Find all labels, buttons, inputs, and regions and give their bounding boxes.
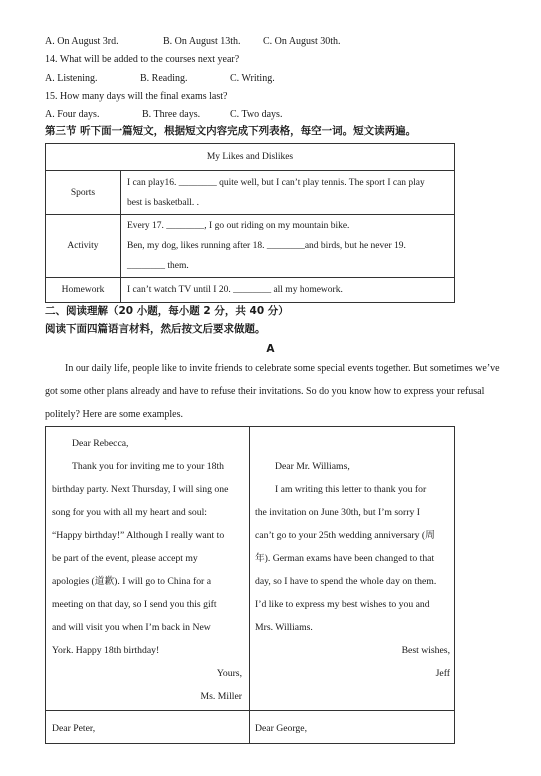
passage-label: A bbox=[266, 343, 275, 355]
letter-line: can’t go to your 25th wedding anniversary (周 bbox=[255, 530, 435, 541]
letter-line: birthday party. Next Thursday, I will sing one bbox=[52, 484, 229, 495]
q14-option-b: B. Reading. bbox=[140, 73, 188, 84]
intro-paragraph bbox=[45, 357, 505, 426]
letter-signature: Jeff bbox=[435, 668, 450, 679]
letter-greeting: Dear Mr. Williams, bbox=[275, 461, 350, 472]
letter-line: the invitation on June 30th, but I’m sorry I bbox=[255, 507, 420, 518]
letter-right bbox=[255, 455, 450, 685]
text-line: Every 17. ________, I go out riding on my mountain bike. bbox=[127, 221, 350, 231]
text-line: I can play16. ________ quite well, but I can’t play tennis. The sport I can play bbox=[127, 177, 425, 188]
q14-option-a: A. Listening. bbox=[45, 73, 98, 84]
q15-option-b: B. Three days. bbox=[142, 109, 201, 120]
q15-question: 15. How many days will the final exams last? bbox=[45, 91, 228, 102]
q13-option-c: C. On August 30th. bbox=[263, 36, 341, 47]
table-row bbox=[46, 215, 455, 278]
row-divider bbox=[46, 710, 454, 711]
letter-line: Mrs. Williams. bbox=[255, 622, 313, 633]
q15-option-a: A. Four days. bbox=[45, 109, 100, 120]
letter-closing: Yours, bbox=[216, 668, 242, 679]
letter-bottom-left-greeting: Dear Peter, bbox=[52, 723, 96, 734]
text-line: I can’t watch TV until I 20. ________ all my homework. bbox=[127, 285, 343, 295]
row-label-sports: Sports bbox=[46, 171, 121, 215]
letter-line: “Happy birthday!” Although I really want to bbox=[52, 530, 225, 541]
letter-left bbox=[52, 432, 242, 708]
letter-signature: Ms. Miller bbox=[200, 691, 242, 702]
letter-line: day, so I have to spend the whole day on them. bbox=[255, 576, 437, 587]
q14-option-c: C. Writing. bbox=[230, 73, 275, 84]
letter-line: meeting on that day, so I send you this gift bbox=[52, 599, 217, 610]
letter-line: song for you with all my heart and soul: bbox=[52, 507, 207, 518]
intro-line: In our daily life, people like to invite friends to celebrate some special events together. But sometimes we’ve bbox=[65, 363, 500, 374]
letter-greeting: Dear Rebecca, bbox=[72, 438, 129, 449]
section3-title: 第三节 听下面一篇短文，根据短文内容完成下列表格，每空一词。短文读两遍。 bbox=[45, 125, 417, 137]
row-label-activity: Activity bbox=[46, 215, 121, 278]
table-row bbox=[46, 278, 455, 303]
q15-options bbox=[45, 108, 282, 121]
q13-option-b: B. On August 13th. bbox=[163, 36, 241, 47]
part2-instruction: 阅读下面四篇语言材料，然后按文后要求做题。 bbox=[45, 323, 266, 335]
q15-option-c: C. Two days. bbox=[230, 109, 283, 120]
letter-line: Thank you for inviting me to your 18th bbox=[72, 461, 225, 472]
part2-title: 二、阅读理解（20 小题，每小题 2 分，共 40 分） bbox=[45, 305, 289, 317]
intro-line: got some other plans already and have to refuse their invitations. So do you know how to express your refusal bbox=[45, 386, 485, 397]
letter-closing: Best wishes, bbox=[401, 645, 450, 656]
text-line: Ben, my dog, likes running after 18. ________and birds, but he never 19. bbox=[127, 241, 406, 251]
table-row bbox=[46, 171, 455, 215]
letter-line: York. Happy 18th birthday! bbox=[52, 645, 160, 656]
q13-option-a: A. On August 3rd. bbox=[45, 36, 119, 47]
row-content-sports bbox=[121, 171, 455, 215]
text-line: ________ them. bbox=[127, 261, 189, 271]
row-label-homework: Homework bbox=[46, 278, 121, 303]
likes-dislikes-table bbox=[45, 143, 455, 303]
table-title: My Likes and Dislikes bbox=[46, 144, 455, 171]
letter-line: I am writing this letter to thank you for bbox=[275, 484, 427, 495]
q14-options bbox=[45, 72, 275, 85]
letter-line: apologies (道歉). I will go to China for a bbox=[52, 576, 212, 587]
q13-options bbox=[45, 35, 341, 48]
column-divider bbox=[249, 427, 250, 743]
letter-line: I’d like to express my best wishes to you and bbox=[255, 599, 430, 610]
letter-line: 年). German exams have been changed to that bbox=[255, 553, 435, 564]
letter-line: and will visit you when I’m back in New bbox=[52, 622, 211, 633]
intro-line: politely? Here are some examples. bbox=[45, 409, 183, 420]
letter-line: be part of the event, please accept my bbox=[52, 553, 198, 564]
text-line: best is basketball. . bbox=[127, 197, 200, 208]
letters-table bbox=[45, 426, 455, 744]
q14-question: 14. What will be added to the courses next year? bbox=[45, 54, 240, 65]
row-content-homework bbox=[121, 278, 455, 303]
letter-bottom-right-greeting: Dear George, bbox=[255, 723, 307, 734]
row-content-activity bbox=[121, 215, 455, 278]
